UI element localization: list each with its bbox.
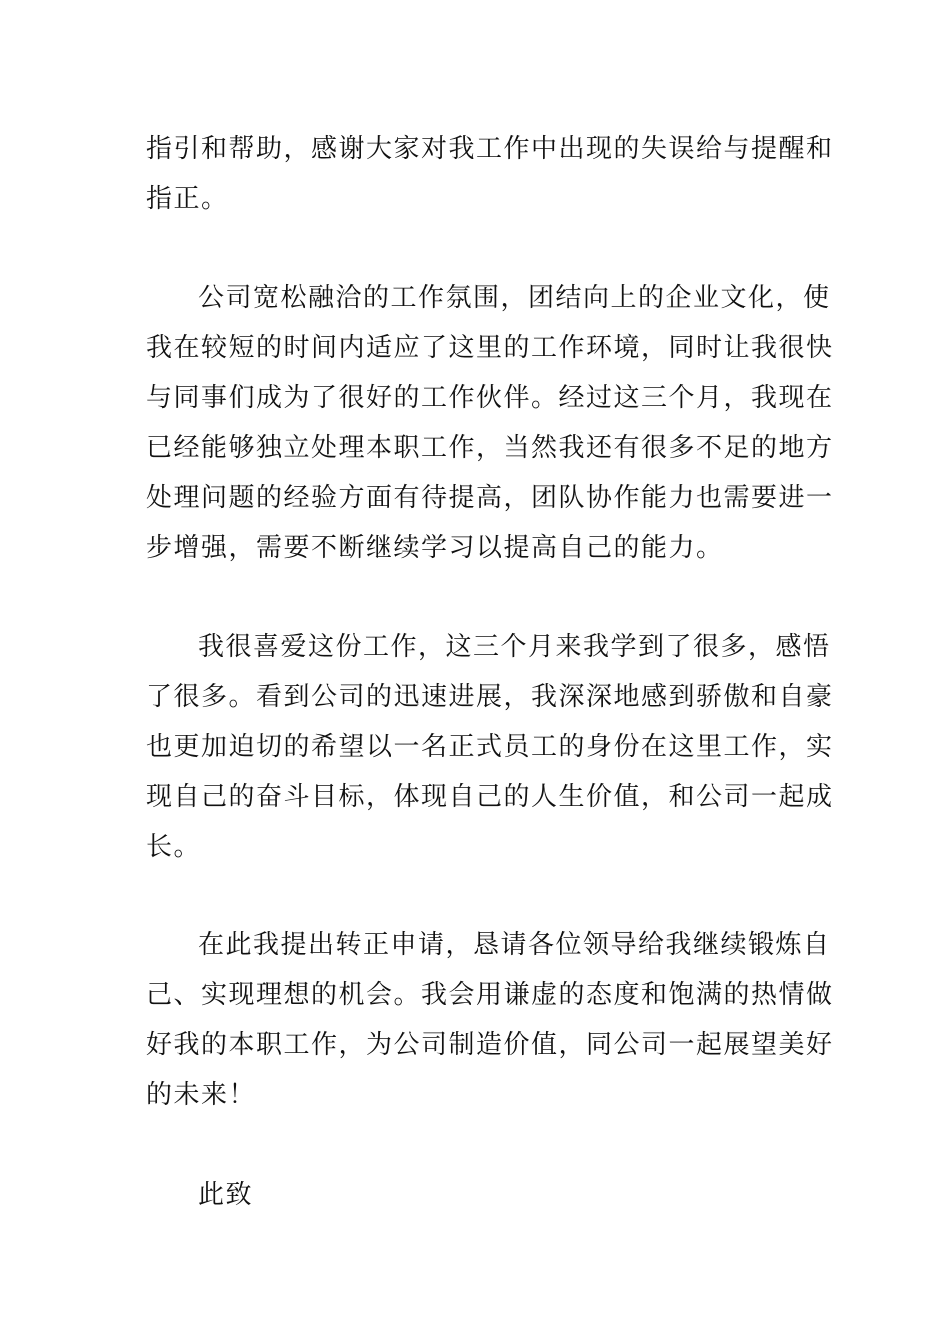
paragraph-1-line-2: 指正。 bbox=[146, 184, 229, 214]
paragraph-2-line-3: 与同事们成为了很好的工作伙伴。经过这三个月，我现在 bbox=[146, 383, 834, 413]
paragraph-2-line-5: 处理问题的经验方面有待提高，团队协作能力也需要进一 bbox=[146, 483, 834, 513]
paragraph-3-line-4: 现自己的奋斗目标，体现自己的人生价值，和公司一起成 bbox=[146, 782, 834, 812]
paragraph-2-line-4: 已经能够独立处理本职工作，当然我还有很多不足的地方 bbox=[146, 433, 834, 463]
paragraph-2-line-6: 步增强，需要不断继续学习以提高自己的能力。 bbox=[146, 533, 724, 563]
paragraph-3-line-2: 了很多。看到公司的迅速进展，我深深地感到骄傲和自豪 bbox=[146, 682, 834, 712]
paragraph-3-line-5: 长。 bbox=[146, 832, 202, 862]
closing-salutation: 此致 bbox=[198, 1180, 254, 1210]
paragraph-4-line-2: 己、实现理想的机会。我会用谦虚的态度和饱满的热情做 bbox=[146, 980, 834, 1010]
paragraph-2-line-1: 公司宽松融洽的工作氛围，团结向上的企业文化，使 bbox=[198, 283, 831, 313]
paragraph-4-line-4: 的未来！ bbox=[146, 1080, 257, 1110]
paragraph-2-line-2: 我在较短的时间内适应了这里的工作环境，同时让我很快 bbox=[146, 333, 834, 363]
paragraph-3-line-3: 也更加迫切的希望以一名正式员工的身份在这里工作，实 bbox=[146, 732, 834, 762]
paragraph-3-line-1: 我很喜爱这份工作，这三个月来我学到了很多，感悟 bbox=[198, 632, 831, 662]
paragraph-4-line-3: 好我的本职工作，为公司制造价值，同公司一起展望美好 bbox=[146, 1030, 834, 1060]
paragraph-4-line-1: 在此我提出转正申请，恳请各位领导给我继续锻炼自 bbox=[198, 930, 831, 960]
paragraph-1-line-1: 指引和帮助，感谢大家对我工作中出现的失误给与提醒和 bbox=[146, 134, 834, 164]
